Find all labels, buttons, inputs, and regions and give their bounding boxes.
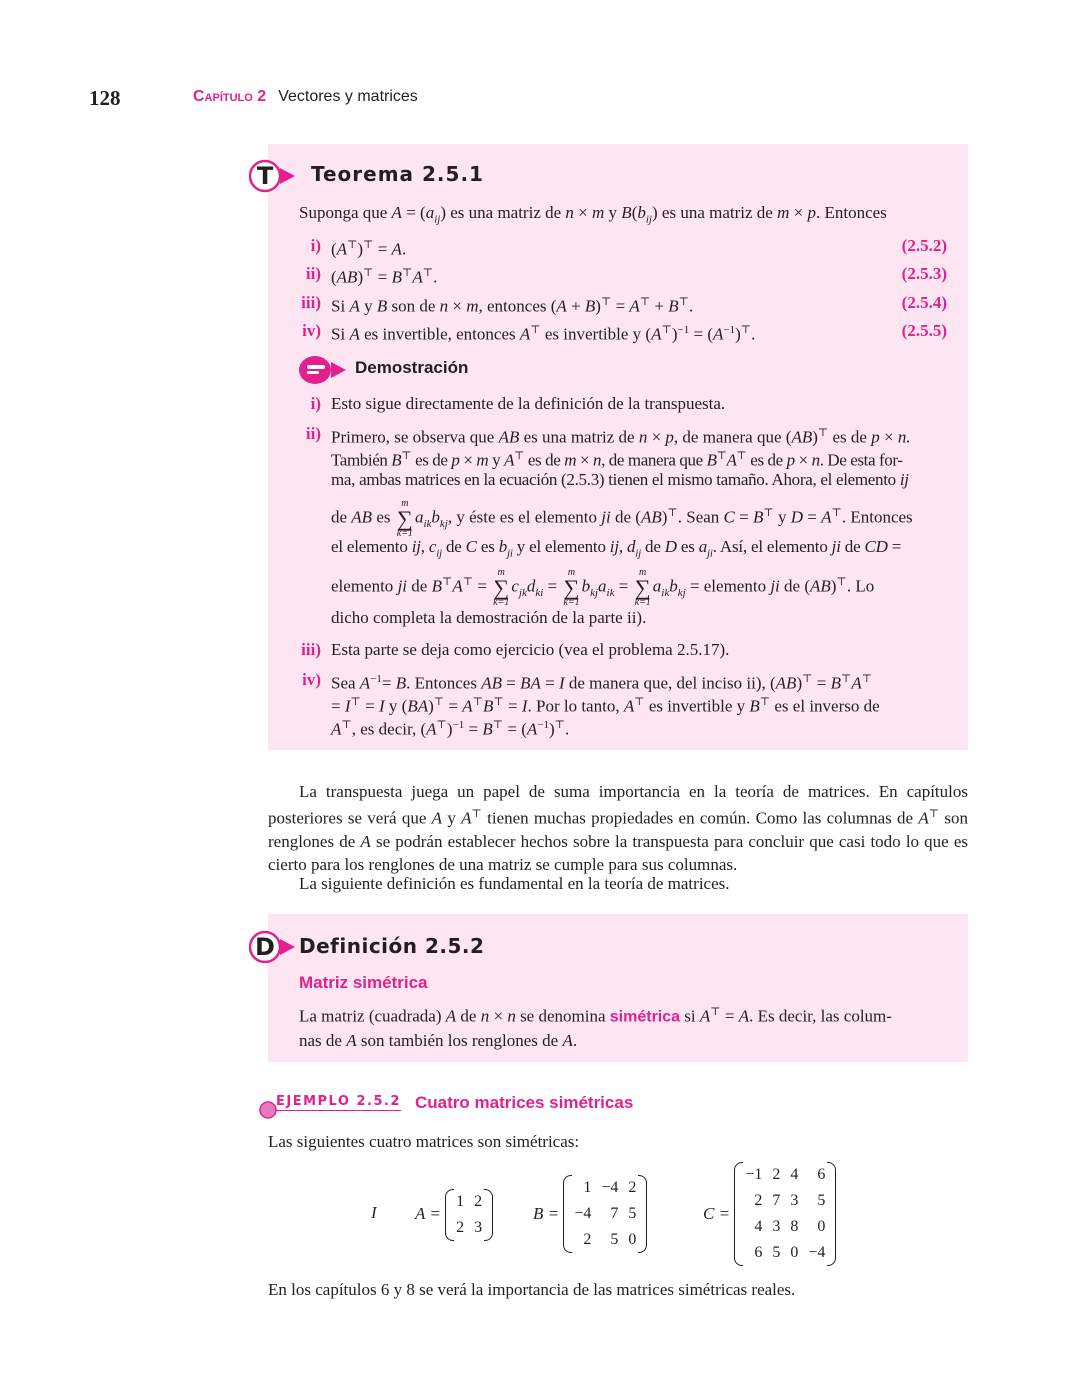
closing-paragraph: En los capítulos 6 y 8 se verá la importancia de las matrices simétricas reales. [268, 1280, 796, 1299]
proof-title: Demostración [355, 358, 469, 377]
example-intro: Las siguientes cuatro matrices son simétricas: [268, 1132, 580, 1151]
definition-badge-letter: D [255, 933, 275, 961]
equation-number: (2.5.4) [901, 293, 947, 312]
theorem-badge-letter: T [256, 162, 274, 190]
keyword-symmetric: simétrica [609, 1008, 681, 1026]
definition-text: La matriz (cuadrada) A de n × n se denomina simétrica si A⊤ = A. Es decir, las colum- nas de A son también los renglones de A. [299, 1006, 892, 1050]
theorem-badge-icon [249, 158, 301, 194]
body-paragraph-2: La siguiente definición es fundamental en la teoría de matrices. [299, 874, 730, 893]
theorem-intro: Suponga que $A = (a_{ij})$ es una matriz de n × m y $B(b_{ij})$ es una matriz de m × p. Entonces [299, 203, 887, 226]
matrix-C: C = −1 2 4 6 2 7 3 5 4 3 8 0 6 5 0 −4 [703, 1162, 830, 1266]
definition-badge-icon [249, 929, 301, 965]
body-paragraph: La transpuesta juega un papel de suma importancia en la teoría de matrices. En capítulos posteriores se verá que A y A⊤ tienen muchas propiedades en común. Como las columnas de A⊤ son renglones de A se podrán establecer hechos sobre la transpuesta para concluir que casi todo lo que es cierto para los renglones de una matriz se cumple para sus columnas. [268, 782, 969, 874]
matrix-name: B = [533, 1204, 560, 1223]
definition-title: Definición 2.5.2 [299, 934, 485, 958]
equation-number: (2.5.5) [901, 321, 947, 340]
running-header [193, 88, 418, 106]
matrix-I: I [371, 1203, 377, 1222]
equation-number: (2.5.3) [901, 264, 947, 283]
equation-number: (2.5.2) [901, 236, 947, 255]
matrix-B: B = 1 −4 2 −4 7 5 2 5 0 [533, 1175, 641, 1253]
chapter-label: Capítulo 2 [193, 88, 267, 105]
pointing-hand-icon [298, 353, 350, 387]
definition-subtitle: Matriz simétrica [299, 973, 428, 992]
matrix-name: C = [703, 1204, 731, 1223]
chapter-title: Vectores y matrices [278, 88, 418, 105]
theorem-title: Teorema 2.5.1 [311, 162, 484, 186]
page-number: 128 [89, 86, 121, 110]
example-label: EJEMPLO 2.5.2 [276, 1094, 401, 1109]
matrix-A: A = 1 2 2 3 [415, 1189, 487, 1241]
example-title: Cuatro matrices simétricas [415, 1093, 634, 1112]
matrix-name: A = [415, 1203, 441, 1223]
